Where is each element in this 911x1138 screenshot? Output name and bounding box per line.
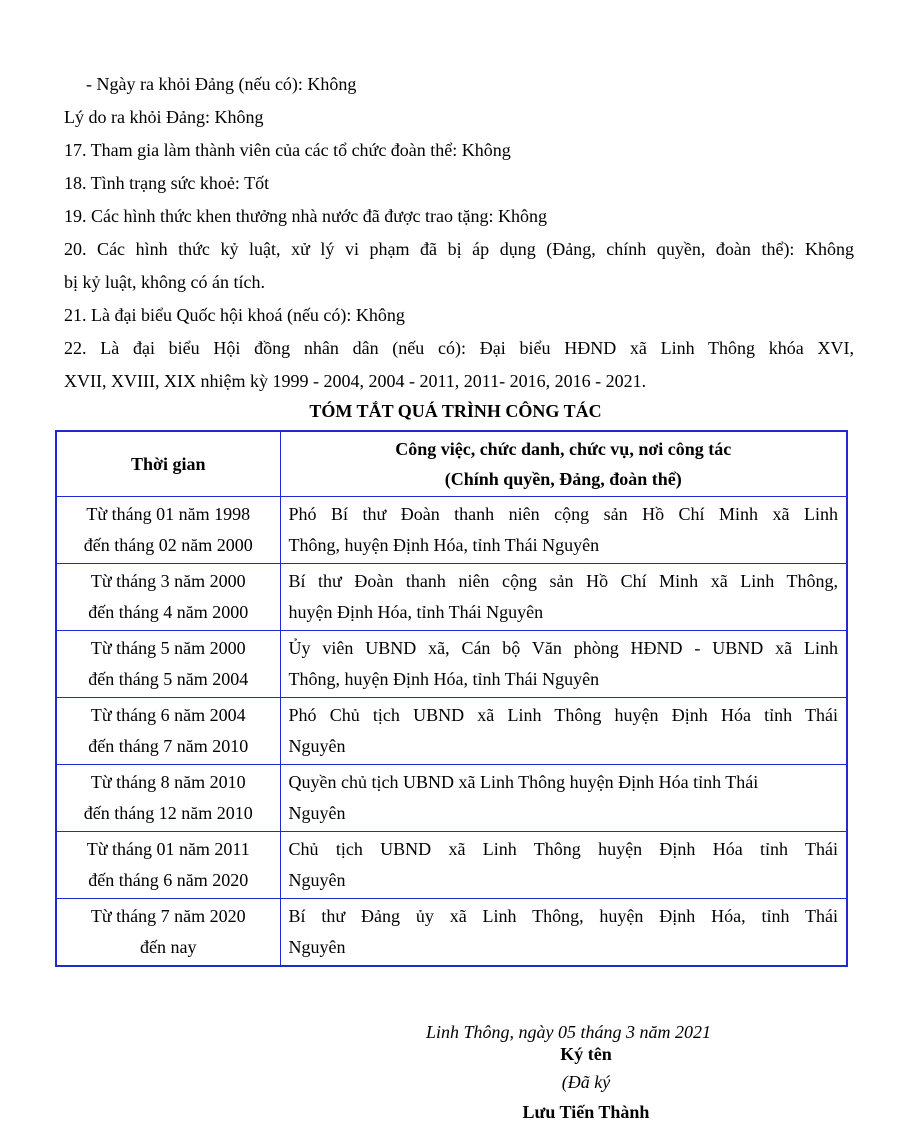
- time-cell: [56, 631, 280, 698]
- text-line: 17. Tham gia làm thành viên của các tổ chức đoàn thể: Không: [64, 140, 511, 160]
- job-cell: [280, 832, 847, 899]
- table-row: [56, 564, 847, 631]
- job-cell: [280, 698, 847, 765]
- time-from: Từ tháng 7 năm 2020: [90, 906, 246, 926]
- time-from: Từ tháng 5 năm 2000: [90, 638, 246, 658]
- job-cell: [280, 631, 847, 698]
- text-line: Lý do ra khỏi Đảng: Không: [64, 107, 264, 127]
- table-row: [56, 631, 847, 698]
- signature-note: [0, 1072, 911, 1093]
- time-to: đến tháng 7 năm 2010: [88, 736, 249, 756]
- job-line-2: Nguyên: [288, 937, 346, 957]
- job-cell: [280, 564, 847, 631]
- time-cell: [56, 698, 280, 765]
- job-line-1: Bí thư Đoàn thanh niên cộng sản Hồ Chí Minh xã Linh Thông,: [288, 571, 838, 591]
- time-from: Từ tháng 01 năm 1998: [86, 504, 251, 524]
- text-line: - Ngày ra khỏi Đảng (nếu có): Không: [86, 74, 357, 94]
- text-line: 22. Là đại biểu Hội đồng nhân dân (nếu có): Đại biểu HĐND xã Linh Thông khóa XVI,: [64, 338, 854, 358]
- time-from: Từ tháng 01 năm 2011: [86, 839, 250, 859]
- text-line: 18. Tình trạng sức khoẻ: Tốt: [64, 173, 270, 193]
- text-line: 19. Các hình thức khen thưởng nhà nước đã được trao tặng: Không: [64, 206, 547, 226]
- job-line-2: Nguyên: [288, 870, 346, 890]
- time-cell: [56, 497, 280, 564]
- text-line: 20. Các hình thức kỷ luật, xử lý vi phạm đã bị áp dụng (Đảng, chính quyền, đoàn thể): Không: [64, 239, 854, 259]
- table-header-row: [56, 431, 847, 497]
- job-line-1: Chủ tịch UBND xã Linh Thông huyện Định Hóa tỉnh Thái: [288, 839, 838, 859]
- job-line-1: Quyền chủ tịch UBND xã Linh Thông huyện Định Hóa tỉnh Thái: [288, 772, 759, 792]
- signature-note-text: (Đã ký: [561, 1072, 611, 1092]
- header-time: Thời gian: [56, 431, 280, 497]
- table-row: [56, 899, 847, 967]
- job-cell: [280, 899, 847, 967]
- job-line-2: Nguyên: [288, 736, 346, 756]
- header-job: [280, 431, 847, 497]
- header-job-line-1: Công việc, chức danh, chức vụ, nơi công tác: [395, 439, 732, 459]
- job-line-1: Ủy viên UBND xã, Cán bộ Văn phòng HĐND - UBND xã Linh: [288, 638, 838, 658]
- signature-label-text: Ký tên: [560, 1044, 612, 1064]
- time-from: Từ tháng 6 năm 2004: [90, 705, 246, 725]
- table-row: [56, 765, 847, 832]
- time-cell: [56, 564, 280, 631]
- time-to: đến tháng 6 năm 2020: [88, 870, 249, 890]
- time-cell: [56, 899, 280, 967]
- table-row: [56, 698, 847, 765]
- time-to: đến tháng 02 năm 2000: [83, 535, 253, 555]
- time-to: đến tháng 5 năm 2004: [88, 669, 249, 689]
- section-title: TÓM TẮT QUÁ TRÌNH CÔNG TÁC: [309, 401, 602, 421]
- time-to: đến nay: [140, 937, 197, 957]
- text-line: bị kỷ luật, không có án tích.: [64, 272, 265, 292]
- signature-place-date: Linh Thông, ngày 05 tháng 3 năm 2021: [426, 1022, 712, 1042]
- job-line-2: Nguyên: [288, 803, 346, 823]
- work-history-table: [55, 430, 848, 967]
- table-row: [56, 832, 847, 899]
- time-cell: [56, 765, 280, 832]
- job-line-2: Thông, huyện Định Hóa, tỉnh Thái Nguyên: [288, 669, 600, 689]
- text-line: 21. Là đại biểu Quốc hội khoá (nếu có): Không: [64, 305, 405, 325]
- signer-name: [0, 1102, 911, 1123]
- header-job-line-2: (Chính quyền, Đảng, đoàn thể): [444, 469, 682, 489]
- time-from: Từ tháng 3 năm 2000: [90, 571, 246, 591]
- job-line-1: Phó Bí thư Đoàn thanh niên cộng sản Hồ Chí Minh xã Linh: [288, 504, 838, 524]
- job-line-2: Thông, huyện Định Hóa, tỉnh Thái Nguyên: [288, 535, 600, 555]
- job-line-1: Phó Chủ tịch UBND xã Linh Thông huyện Định Hóa tỉnh Thái: [288, 705, 838, 725]
- signer-name-text: Lưu Tiến Thành: [522, 1102, 650, 1122]
- time-cell: [56, 832, 280, 899]
- job-cell: [280, 497, 847, 564]
- signature-label: [0, 1044, 911, 1065]
- text-line: XVII, XVIII, XIX nhiệm kỳ 1999 - 2004, 2004 - 2011, 2011- 2016, 2016 - 2021.: [64, 371, 647, 391]
- table-row: [56, 497, 847, 564]
- job-line-1: Bí thư Đảng ủy xã Linh Thông, huyện Định Hóa, tỉnh Thái: [288, 906, 838, 926]
- time-from: Từ tháng 8 năm 2010: [90, 772, 246, 792]
- time-to: đến tháng 12 năm 2010: [83, 803, 253, 823]
- job-cell: [280, 765, 847, 832]
- time-to: đến tháng 4 năm 2000: [88, 602, 249, 622]
- job-line-2: huyện Định Hóa, tỉnh Thái Nguyên: [288, 602, 544, 622]
